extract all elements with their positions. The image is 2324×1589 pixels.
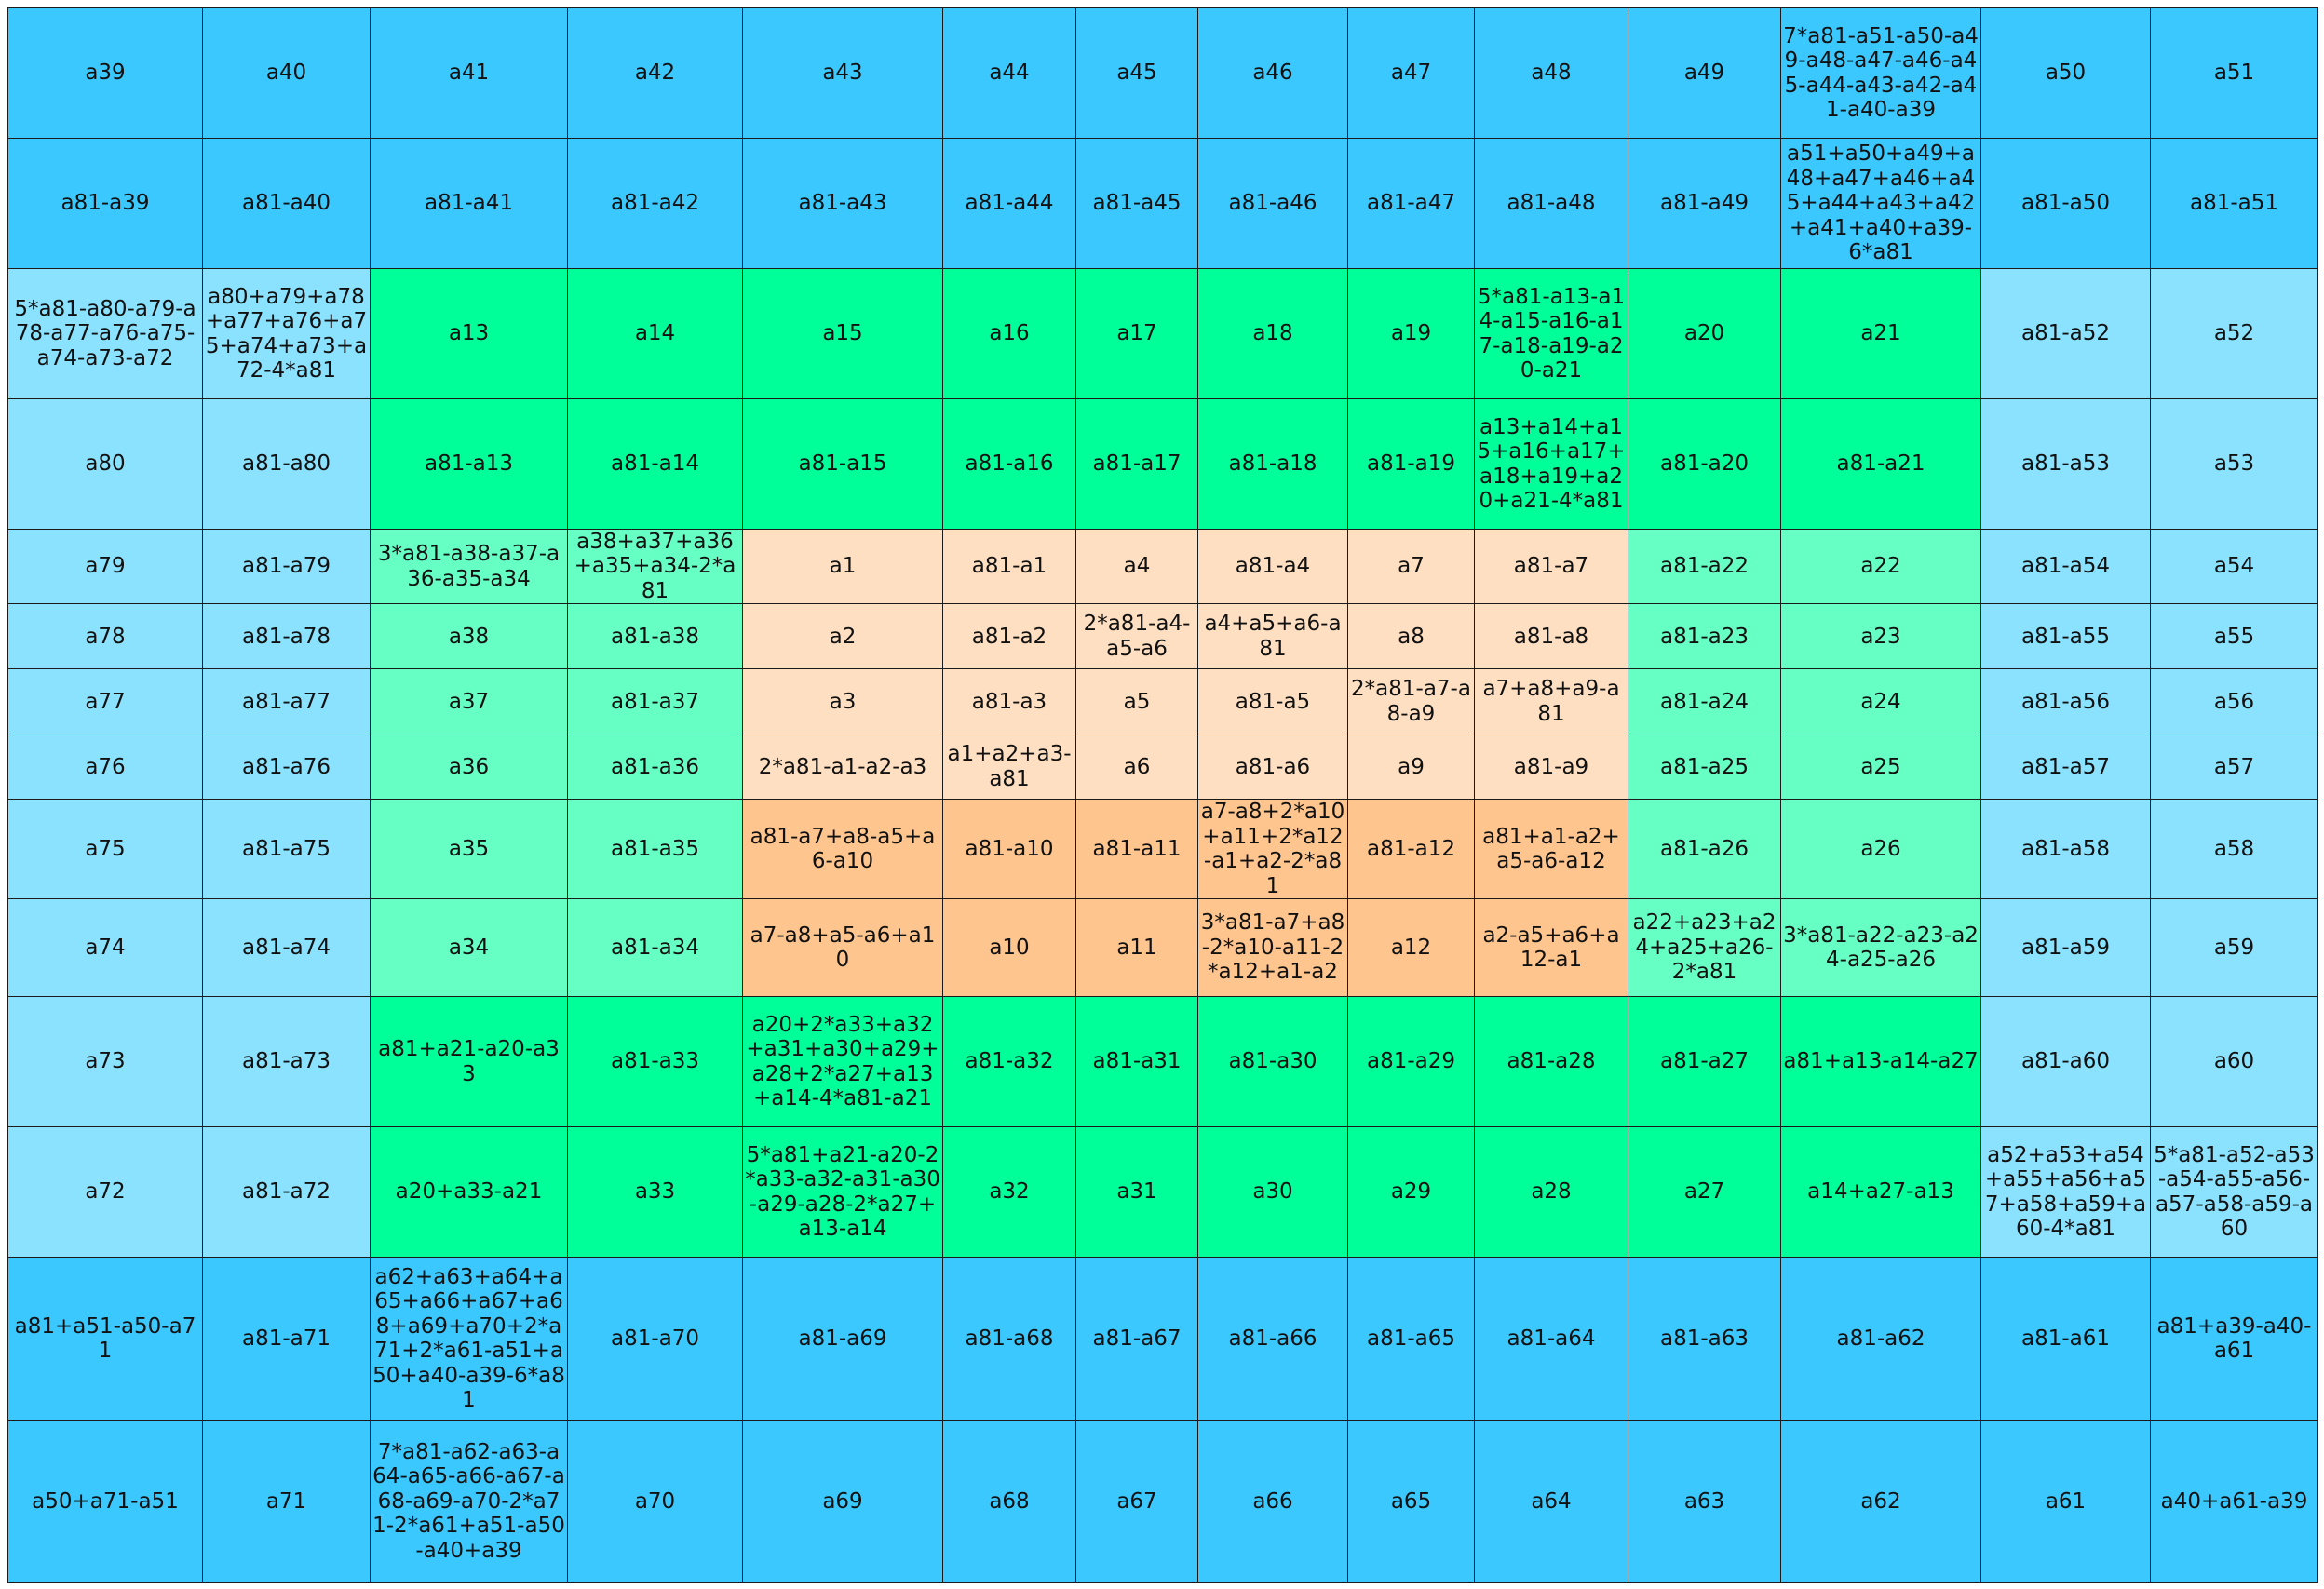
grid-cell[interactable]: a7-a8+2*a10+a11+2*a12-a1+a2-2*a81 bbox=[1198, 800, 1348, 899]
grid-cell[interactable]: a51 bbox=[2151, 8, 2318, 139]
grid-cell[interactable]: a67 bbox=[1076, 1421, 1198, 1583]
grid-cell[interactable]: a80 bbox=[8, 399, 203, 530]
grid-cell[interactable]: a81-a43 bbox=[743, 139, 943, 269]
grid-cell[interactable]: 5*a81-a13-a14-a15-a16-a17-a18-a19-a20-a21 bbox=[1475, 269, 1628, 399]
grid-cell[interactable]: a81-a15 bbox=[743, 399, 943, 530]
grid-cell[interactable]: a81-a68 bbox=[943, 1258, 1076, 1421]
grid-cell[interactable]: a46 bbox=[1198, 8, 1348, 139]
grid-cell[interactable]: a81-a14 bbox=[568, 399, 743, 530]
grid-cell[interactable]: a81-a7 bbox=[1475, 530, 1628, 604]
grid-cell[interactable]: a5 bbox=[1076, 669, 1198, 734]
table-row bbox=[8, 8, 2318, 139]
grid-cell[interactable]: a1 bbox=[743, 530, 943, 604]
grid-cell[interactable]: a81-a70 bbox=[568, 1258, 743, 1421]
grid-cell[interactable]: a50+a71-a51 bbox=[8, 1421, 203, 1583]
grid-cell[interactable]: a81-a46 bbox=[1198, 139, 1348, 269]
grid-cell[interactable]: a81-a39 bbox=[8, 139, 203, 269]
table-row bbox=[8, 669, 2318, 734]
grid-cell[interactable]: a81-a7+a8-a5+a6-a10 bbox=[743, 800, 943, 899]
grid-cell[interactable]: a80+a79+a78+a77+a76+a75+a74+a73+a72-4*a81 bbox=[203, 269, 371, 399]
grid-cell[interactable]: a62+a63+a64+a65+a66+a67+a68+a69+a70+2*a71+2*a61-a51+a50+a40-a39-6*a81 bbox=[371, 1258, 568, 1421]
table-row bbox=[8, 1421, 2318, 1583]
grid-cell[interactable]: 2*a81-a4-a5-a6 bbox=[1076, 604, 1198, 669]
grid-cell[interactable]: a71 bbox=[203, 1421, 371, 1583]
grid-cell[interactable]: a81-a47 bbox=[1348, 139, 1475, 269]
grid-cell[interactable]: 3*a81-a22-a23-a24-a25-a26 bbox=[1781, 899, 1981, 997]
grid-cell[interactable]: a52 bbox=[2151, 269, 2318, 399]
grid-cell[interactable]: a34 bbox=[371, 899, 568, 997]
grid-cell[interactable]: a81-a23 bbox=[1628, 604, 1781, 669]
grid-cell[interactable]: 5*a81-a80-a79-a78-a77-a76-a75-a74-a73-a72 bbox=[8, 269, 203, 399]
grid-cell[interactable]: a7 bbox=[1348, 530, 1475, 604]
grid-cell[interactable]: a81-a12 bbox=[1348, 800, 1475, 899]
grid-cell[interactable]: a70 bbox=[568, 1421, 743, 1583]
grid-cell[interactable]: a81-a57 bbox=[1981, 734, 2151, 800]
grid-cell[interactable]: a81-a73 bbox=[203, 997, 371, 1127]
grid-cell[interactable]: a81-a65 bbox=[1348, 1258, 1475, 1421]
grid-cell[interactable]: a81-a22 bbox=[1628, 530, 1781, 604]
grid-cell[interactable]: a81-a69 bbox=[743, 1258, 943, 1421]
grid-cell[interactable]: a81-a62 bbox=[1781, 1258, 1981, 1421]
grid-cell[interactable]: a81-a67 bbox=[1076, 1258, 1198, 1421]
grid-cell[interactable]: a68 bbox=[943, 1421, 1076, 1583]
grid-cell[interactable]: a81+a51-a50-a71 bbox=[8, 1258, 203, 1421]
grid-cell[interactable]: a58 bbox=[2151, 800, 2318, 899]
grid-cell[interactable]: a43 bbox=[743, 8, 943, 139]
grid-cell[interactable]: a81-a20 bbox=[1628, 399, 1781, 530]
grid-cell[interactable]: a81-a63 bbox=[1628, 1258, 1781, 1421]
grid-cell[interactable]: a81-a3 bbox=[943, 669, 1076, 734]
grid-cell[interactable]: a69 bbox=[743, 1421, 943, 1583]
grid-cell[interactable]: a81-a25 bbox=[1628, 734, 1781, 800]
grid-cell[interactable]: a48 bbox=[1475, 8, 1628, 139]
grid-cell[interactable]: a81-a77 bbox=[203, 669, 371, 734]
grid-cell[interactable]: a81-a18 bbox=[1198, 399, 1348, 530]
grid-cell[interactable]: a74 bbox=[8, 899, 203, 997]
grid-cell[interactable]: a81-a2 bbox=[943, 604, 1076, 669]
grid-cell[interactable]: a81-a24 bbox=[1628, 669, 1781, 734]
grid-cell[interactable]: a55 bbox=[2151, 604, 2318, 669]
grid-cell[interactable]: a22 bbox=[1781, 530, 1981, 604]
grid-cell[interactable]: a14+a27-a13 bbox=[1781, 1127, 1981, 1258]
grid-cell[interactable]: a75 bbox=[8, 800, 203, 899]
table-row bbox=[8, 139, 2318, 269]
grid-cell[interactable]: a14 bbox=[568, 269, 743, 399]
magic-square-table bbox=[7, 7, 2318, 1583]
grid-cell[interactable]: a62 bbox=[1781, 1421, 1981, 1583]
grid-cell[interactable]: a81-a30 bbox=[1198, 997, 1348, 1127]
grid-cell[interactable]: a81-a9 bbox=[1475, 734, 1628, 800]
grid-cell[interactable]: a81-a27 bbox=[1628, 997, 1781, 1127]
grid-cell[interactable]: a38+a37+a36+a35+a34-2*a81 bbox=[568, 530, 743, 604]
grid-cell[interactable]: a81-a60 bbox=[1981, 997, 2151, 1127]
grid-cell[interactable]: a50 bbox=[1981, 8, 2151, 139]
grid-cell[interactable]: a81-a64 bbox=[1475, 1258, 1628, 1421]
grid-cell[interactable]: a52+a53+a54+a55+a56+a57+a58+a59+a60-4*a81 bbox=[1981, 1127, 2151, 1258]
grid-cell[interactable]: a54 bbox=[2151, 530, 2318, 604]
grid-cell[interactable]: a81-a78 bbox=[203, 604, 371, 669]
grid-cell[interactable]: a35 bbox=[371, 800, 568, 899]
grid-cell[interactable]: a6 bbox=[1076, 734, 1198, 800]
grid-cell[interactable]: a31 bbox=[1076, 1127, 1198, 1258]
grid-cell[interactable]: a39 bbox=[8, 8, 203, 139]
grid-cell[interactable]: 3*a81-a7+a8-2*a10-a11-2*a12+a1-a2 bbox=[1198, 899, 1348, 997]
grid-cell[interactable]: a37 bbox=[371, 669, 568, 734]
grid-cell[interactable]: a26 bbox=[1781, 800, 1981, 899]
grid-cell[interactable]: a81-a55 bbox=[1981, 604, 2151, 669]
spreadsheet-grid bbox=[7, 7, 2318, 1583]
grid-cell[interactable]: a81-a42 bbox=[568, 139, 743, 269]
grid-cell[interactable]: a81-a37 bbox=[568, 669, 743, 734]
grid-cell[interactable]: 5*a81-a52-a53-a54-a55-a56-a57-a58-a59-a60 bbox=[2151, 1127, 2318, 1258]
grid-cell[interactable]: 7*a81-a51-a50-a49-a48-a47-a46-a45-a44-a43-a42-a41-a40-a39 bbox=[1781, 8, 1981, 139]
grid-cell[interactable]: a81-a51 bbox=[2151, 139, 2318, 269]
grid-cell[interactable]: a49 bbox=[1628, 8, 1781, 139]
grid-cell[interactable]: a81-a5 bbox=[1198, 669, 1348, 734]
grid-cell[interactable]: a30 bbox=[1198, 1127, 1348, 1258]
grid-cell[interactable]: a81-a41 bbox=[371, 139, 568, 269]
table-row bbox=[8, 269, 2318, 399]
grid-cell[interactable]: a81-a53 bbox=[1981, 399, 2151, 530]
grid-cell[interactable]: a57 bbox=[2151, 734, 2318, 800]
grid-cell[interactable]: a81-a52 bbox=[1981, 269, 2151, 399]
grid-cell[interactable]: a47 bbox=[1348, 8, 1475, 139]
grid-cell[interactable]: a81-a54 bbox=[1981, 530, 2151, 604]
grid-cell[interactable]: a59 bbox=[2151, 899, 2318, 997]
grid-cell[interactable]: a51+a50+a49+a48+a47+a46+a45+a44+a43+a42+a41+a40+a39-6*a81 bbox=[1781, 139, 1981, 269]
grid-cell[interactable]: a13+a14+a15+a16+a17+a18+a19+a20+a21-4*a81 bbox=[1475, 399, 1628, 530]
grid-cell[interactable]: a53 bbox=[2151, 399, 2318, 530]
grid-cell[interactable]: a81+a13-a14-a27 bbox=[1781, 997, 1981, 1127]
grid-cell[interactable]: a38 bbox=[371, 604, 568, 669]
grid-cell[interactable]: a81-a38 bbox=[568, 604, 743, 669]
grid-cell[interactable]: a72 bbox=[8, 1127, 203, 1258]
grid-cell[interactable]: a36 bbox=[371, 734, 568, 800]
grid-cell[interactable]: a42 bbox=[568, 8, 743, 139]
grid-cell[interactable]: a81-a34 bbox=[568, 899, 743, 997]
grid-cell[interactable]: a81+a39-a40-a61 bbox=[2151, 1258, 2318, 1421]
grid-cell[interactable]: a81-a44 bbox=[943, 139, 1076, 269]
grid-cell[interactable]: 2*a81-a1-a2-a3 bbox=[743, 734, 943, 800]
grid-cell[interactable]: a24 bbox=[1781, 669, 1981, 734]
grid-cell[interactable]: a27 bbox=[1628, 1127, 1781, 1258]
grid-cell[interactable]: a17 bbox=[1076, 269, 1198, 399]
grid-cell[interactable]: a7-a8+a5-a6+a10 bbox=[743, 899, 943, 997]
grid-cell[interactable]: a81-a36 bbox=[568, 734, 743, 800]
grid-cell[interactable]: a60 bbox=[2151, 997, 2318, 1127]
table-row bbox=[8, 530, 2318, 604]
grid-cell[interactable]: a81-a29 bbox=[1348, 997, 1475, 1127]
grid-cell[interactable]: a44 bbox=[943, 8, 1076, 139]
grid-cell[interactable]: a81-a56 bbox=[1981, 669, 2151, 734]
grid-cell[interactable]: a81-a40 bbox=[203, 139, 371, 269]
grid-cell[interactable]: a2-a5+a6+a12-a1 bbox=[1475, 899, 1628, 997]
grid-cell[interactable]: a81-a16 bbox=[943, 399, 1076, 530]
grid-cell[interactable]: a56 bbox=[2151, 669, 2318, 734]
grid-cell[interactable]: a81-a4 bbox=[1198, 530, 1348, 604]
grid-cell[interactable]: a65 bbox=[1348, 1421, 1475, 1583]
grid-cell[interactable]: a64 bbox=[1475, 1421, 1628, 1583]
grid-cell[interactable]: a20 bbox=[1628, 269, 1781, 399]
grid-cell[interactable]: a15 bbox=[743, 269, 943, 399]
grid-cell[interactable]: a81-a48 bbox=[1475, 139, 1628, 269]
table-row bbox=[8, 997, 2318, 1127]
grid-cell[interactable]: a18 bbox=[1198, 269, 1348, 399]
grid-cell[interactable]: 3*a81-a38-a37-a36-a35-a34 bbox=[371, 530, 568, 604]
grid-cell[interactable]: a81-a33 bbox=[568, 997, 743, 1127]
grid-cell[interactable]: a32 bbox=[943, 1127, 1076, 1258]
grid-cell[interactable]: a78 bbox=[8, 604, 203, 669]
grid-cell[interactable]: a9 bbox=[1348, 734, 1475, 800]
grid-cell[interactable]: 7*a81-a62-a63-a64-a65-a66-a67-a68-a69-a70-2*a71-2*a61+a51-a50-a40+a39 bbox=[371, 1421, 568, 1583]
grid-cell[interactable]: a10 bbox=[943, 899, 1076, 997]
grid-cell[interactable]: a81-a31 bbox=[1076, 997, 1198, 1127]
grid-cell[interactable]: a63 bbox=[1628, 1421, 1781, 1583]
grid-cell[interactable]: a23 bbox=[1781, 604, 1981, 669]
grid-cell[interactable]: a79 bbox=[8, 530, 203, 604]
grid-cell[interactable]: a81-a6 bbox=[1198, 734, 1348, 800]
grid-cell[interactable]: a19 bbox=[1348, 269, 1475, 399]
table-row bbox=[8, 1127, 2318, 1258]
grid-cell[interactable]: 5*a81+a21-a20-2*a33-a32-a31-a30-a29-a28-2*a27+a13-a14 bbox=[743, 1127, 943, 1258]
grid-cell[interactable]: a81-a13 bbox=[371, 399, 568, 530]
grid-cell[interactable]: a1+a2+a3-a81 bbox=[943, 734, 1076, 800]
grid-cell[interactable]: a81-a26 bbox=[1628, 800, 1781, 899]
table-row bbox=[8, 899, 2318, 997]
grid-cell[interactable]: a81-a10 bbox=[943, 800, 1076, 899]
grid-cell[interactable]: a81-a32 bbox=[943, 997, 1076, 1127]
grid-cell[interactable]: a81-a17 bbox=[1076, 399, 1198, 530]
grid-cell[interactable]: a61 bbox=[1981, 1421, 2151, 1583]
grid-cell[interactable]: a81-a71 bbox=[203, 1258, 371, 1421]
grid-cell[interactable]: a81-a19 bbox=[1348, 399, 1475, 530]
grid-cell[interactable]: a81-a72 bbox=[203, 1127, 371, 1258]
grid-cell[interactable]: a7+a8+a9-a81 bbox=[1475, 669, 1628, 734]
grid-cell[interactable]: a4 bbox=[1076, 530, 1198, 604]
grid-cell[interactable]: a73 bbox=[8, 997, 203, 1127]
grid-cell[interactable]: a25 bbox=[1781, 734, 1981, 800]
grid-cell[interactable]: a2 bbox=[743, 604, 943, 669]
grid-cell[interactable]: a4+a5+a6-a81 bbox=[1198, 604, 1348, 669]
grid-cell[interactable]: a76 bbox=[8, 734, 203, 800]
grid-cell[interactable]: a81-a61 bbox=[1981, 1258, 2151, 1421]
grid-cell[interactable]: a81-a76 bbox=[203, 734, 371, 800]
grid-cell[interactable]: a81-a80 bbox=[203, 399, 371, 530]
grid-cell[interactable]: a16 bbox=[943, 269, 1076, 399]
grid-cell[interactable]: a81-a45 bbox=[1076, 139, 1198, 269]
grid-cell[interactable]: a81-a21 bbox=[1781, 399, 1981, 530]
grid-cell[interactable]: a3 bbox=[743, 669, 943, 734]
grid-cell[interactable]: a21 bbox=[1781, 269, 1981, 399]
grid-cell[interactable]: a28 bbox=[1475, 1127, 1628, 1258]
grid-cell[interactable]: a8 bbox=[1348, 604, 1475, 669]
grid-cell[interactable]: a22+a23+a24+a25+a26-2*a81 bbox=[1628, 899, 1781, 997]
grid-cell[interactable]: a13 bbox=[371, 269, 568, 399]
grid-cell[interactable]: a81-a28 bbox=[1475, 997, 1628, 1127]
grid-cell[interactable]: a81-a35 bbox=[568, 800, 743, 899]
grid-cell[interactable]: a41 bbox=[371, 8, 568, 139]
grid-cell[interactable]: a11 bbox=[1076, 899, 1198, 997]
grid-cell[interactable]: a77 bbox=[8, 669, 203, 734]
grid-cell[interactable]: a81-a58 bbox=[1981, 800, 2151, 899]
grid-cell[interactable]: a12 bbox=[1348, 899, 1475, 997]
grid-cell[interactable]: a33 bbox=[568, 1127, 743, 1258]
grid-cell[interactable]: a81+a21-a20-a33 bbox=[371, 997, 568, 1127]
table-row bbox=[8, 800, 2318, 899]
table-row bbox=[8, 399, 2318, 530]
grid-cell[interactable]: a81-a79 bbox=[203, 530, 371, 604]
table-row bbox=[8, 734, 2318, 800]
table-row bbox=[8, 1258, 2318, 1421]
grid-cell[interactable]: a81+a1-a2+a5-a6-a12 bbox=[1475, 800, 1628, 899]
grid-cell[interactable]: a81-a66 bbox=[1198, 1258, 1348, 1421]
grid-cell[interactable]: a20+a33-a21 bbox=[371, 1127, 568, 1258]
grid-cell[interactable]: a81-a75 bbox=[203, 800, 371, 899]
table-body bbox=[8, 8, 2318, 1583]
grid-cell[interactable]: a45 bbox=[1076, 8, 1198, 139]
grid-cell[interactable]: a81-a50 bbox=[1981, 139, 2151, 269]
grid-cell[interactable]: a81-a49 bbox=[1628, 139, 1781, 269]
grid-cell[interactable]: a81-a74 bbox=[203, 899, 371, 997]
table-row bbox=[8, 604, 2318, 669]
grid-cell[interactable]: 2*a81-a7-a8-a9 bbox=[1348, 669, 1475, 734]
grid-cell[interactable]: a81-a11 bbox=[1076, 800, 1198, 899]
grid-cell[interactable]: a29 bbox=[1348, 1127, 1475, 1258]
grid-cell[interactable]: a40+a61-a39 bbox=[2151, 1421, 2318, 1583]
grid-cell[interactable]: a66 bbox=[1198, 1421, 1348, 1583]
grid-cell[interactable]: a20+2*a33+a32+a31+a30+a29+a28+2*a27+a13+a14-4*a81-a21 bbox=[743, 997, 943, 1127]
grid-cell[interactable]: a81-a1 bbox=[943, 530, 1076, 604]
grid-cell[interactable]: a81-a8 bbox=[1475, 604, 1628, 669]
grid-cell[interactable]: a40 bbox=[203, 8, 371, 139]
grid-cell[interactable]: a81-a59 bbox=[1981, 899, 2151, 997]
